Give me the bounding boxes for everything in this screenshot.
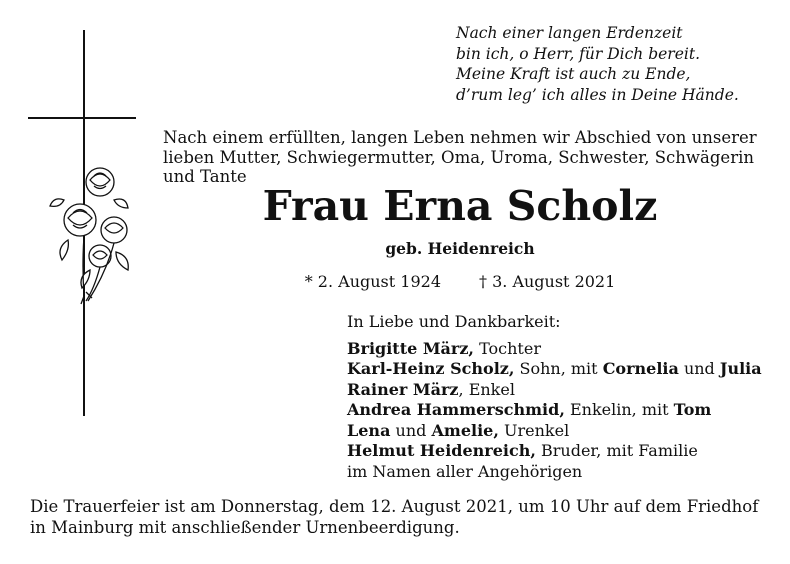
- mourner-name: Julia: [719, 359, 762, 378]
- mourner-relation: Enkelin, mit: [564, 400, 674, 419]
- mourner-name: Rainer März: [347, 379, 459, 399]
- death-date: † 3. August 2021: [479, 272, 616, 291]
- mourner-row: [347, 421, 762, 442]
- rose-bouquet-icon: [50, 168, 128, 304]
- intro-line: lieben Mutter, Schwiegermutter, Oma, Uroma, Schwester, Schwägerin: [163, 147, 754, 167]
- poem-line: Meine Kraft ist auch zu Ende,: [456, 65, 691, 83]
- mourner-relation: Bruder, mit Familie: [535, 441, 698, 460]
- life-dates: [160, 271, 760, 293]
- ceremony-line: Die Trauerfeier ist am Donnerstag, dem 12. August 2021, um 10 Uhr auf dem Friedhof: [30, 497, 759, 516]
- poem-line: bin ich, o Herr, für Dich bereit.: [456, 44, 701, 63]
- mourner-relation: Tochter: [474, 338, 541, 358]
- intro-line: und Tante: [163, 167, 247, 186]
- ceremony-line: in Mainburg mit anschließender Urnenbeerdigung.: [30, 518, 460, 537]
- mourner-row: [347, 380, 762, 401]
- ceremony-info: [30, 496, 770, 538]
- poem-line: d’rum leg’ ich alles in Deine Hände.: [456, 85, 739, 104]
- deceased-name: Frau Erna Scholz: [262, 182, 658, 230]
- cross-icon: [28, 30, 138, 416]
- poem-line: Nach einer langen Erdenzeit: [456, 24, 683, 42]
- mourner-relation: Sohn, mit: [514, 359, 603, 378]
- mourner-name: Karl-Heinz Scholz,: [347, 359, 515, 378]
- mourner-row: [347, 400, 762, 421]
- mourner-row: [347, 462, 762, 483]
- intro-text: [163, 128, 763, 187]
- intro-line: Nach einem erfüllten, langen Leben nehmen wir Abschied von unserer: [163, 128, 757, 147]
- mourner-row: [347, 339, 762, 360]
- mourners-list: [347, 312, 762, 482]
- mourner-name: Brigitte März,: [347, 338, 474, 358]
- mourner-relation: und: [390, 420, 432, 440]
- mourner-row: [347, 441, 762, 462]
- mourner-relation: Urenkel: [498, 420, 570, 440]
- mourner-row: [347, 359, 762, 380]
- birth-date: * 2. August 1924: [304, 272, 441, 291]
- mourner-name: Helmut Heidenreich,: [347, 441, 536, 460]
- mourner-name: Tom: [673, 400, 712, 419]
- thanks-line: In Liebe und Dankbarkeit:: [347, 312, 561, 331]
- mourner-name: Cornelia: [602, 359, 679, 378]
- birth-name: geb. Heidenreich: [385, 239, 535, 258]
- mourner-name: Amelie,: [431, 420, 499, 440]
- mourner-name: Lena: [347, 420, 391, 440]
- mourner-relation: , Enkel: [458, 379, 515, 399]
- poem: [456, 23, 739, 105]
- mourner-relation: im Namen aller Angehörigen: [347, 461, 583, 481]
- mourner-relation: und: [678, 359, 720, 378]
- mourner-name: Andrea Hammerschmid,: [347, 400, 565, 419]
